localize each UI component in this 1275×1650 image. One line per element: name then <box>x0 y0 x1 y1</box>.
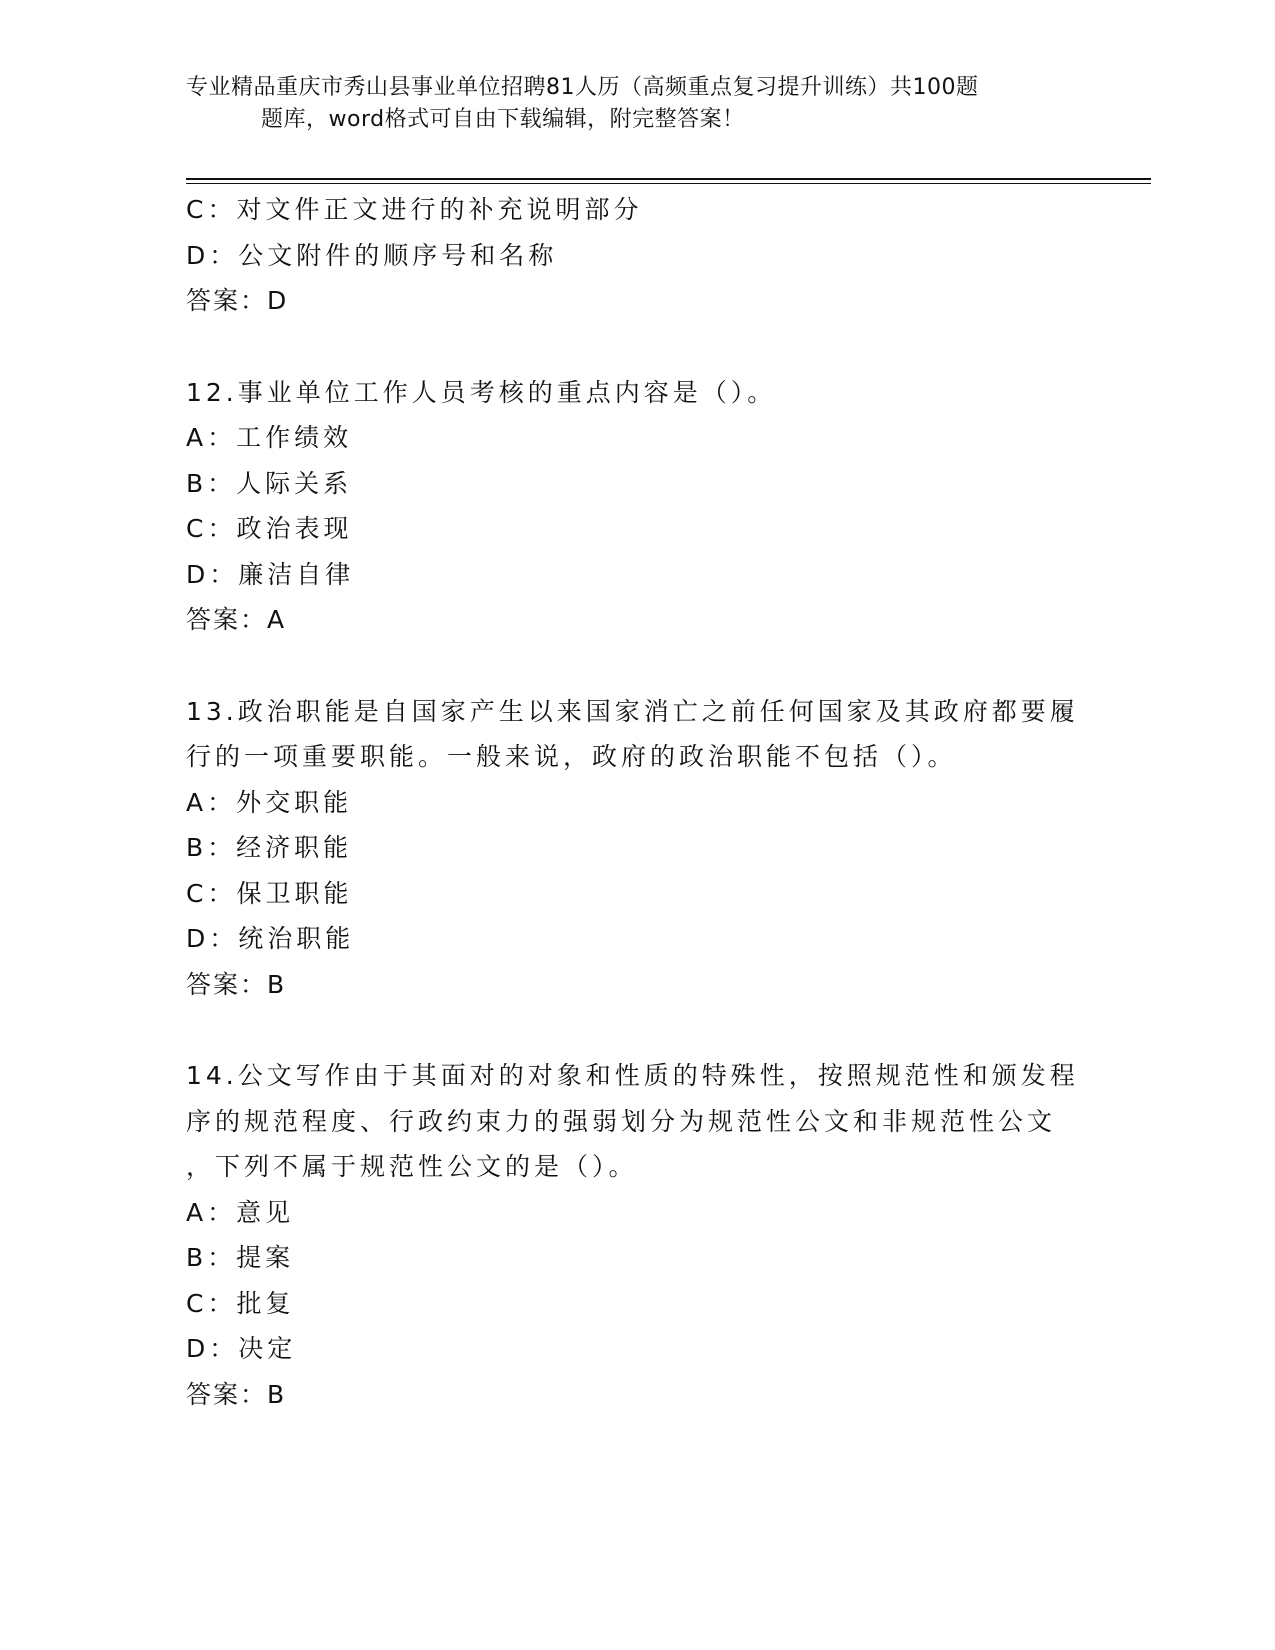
option-b: B：经济职能 <box>186 833 353 862</box>
option-b: B：人际关系 <box>186 468 353 498</box>
spacer <box>186 643 1086 689</box>
question-13 <box>186 689 1086 1008</box>
option-a: A：意见 <box>186 1197 295 1227</box>
question-fragment <box>186 187 1086 324</box>
question-stem-line-2: 序的规范程度、行政约束力的强弱划分为规范性公文和非规范性公文 <box>186 1106 1057 1136</box>
option-c: C：政治表现 <box>186 514 353 543</box>
header-line-1: 专业精品重庆市秀山县事业单位招聘81人历（高频重点复习提升训练）共100题 <box>186 75 979 100</box>
header-line-2: 题库，word格式可自由下载编辑，附完整答案！ <box>261 107 745 132</box>
answer-text: 答案：A <box>186 605 287 634</box>
option-d: D：决定 <box>186 1334 297 1363</box>
spacer <box>186 1007 1086 1053</box>
answer-text: 答案：B <box>186 969 287 999</box>
option-d: D：廉洁自律 <box>186 559 355 589</box>
option-c: C：批复 <box>186 1288 295 1318</box>
option-b: B：提案 <box>186 1243 295 1272</box>
option-c: C：对文件正文进行的补充说明部分 <box>186 195 643 224</box>
header-rule-thin <box>186 183 1151 184</box>
question-stem-line-1: 14.公文写作由于其面对的对象和性质的特殊性，按照规范性和颁发程 <box>186 1061 1079 1090</box>
question-12 <box>186 370 1086 643</box>
document-body <box>186 187 1086 1417</box>
question-stem: 12.事业单位工作人员考核的重点内容是（）。 <box>186 377 777 407</box>
spacer <box>186 324 1086 370</box>
answer-text: 答案：D <box>186 286 289 315</box>
option-d: D：统治职能 <box>186 924 355 953</box>
question-14 <box>186 1053 1086 1417</box>
option-a: A：外交职能 <box>186 787 353 817</box>
question-stem-line-1: 13.政治职能是自国家产生以来国家消亡之前任何国家及其政府都要履 <box>186 696 1079 726</box>
header-rule-thick <box>186 178 1151 180</box>
question-stem-line-3: ，下列不属于规范性公文的是（）。 <box>186 1152 638 1181</box>
option-d: D：公文附件的顺序号和名称 <box>186 240 558 270</box>
question-stem-line-2: 行的一项重要职能。一般来说，政府的政治职能不包括（）。 <box>186 742 957 771</box>
document-header <box>186 72 1086 136</box>
answer-text: 答案：B <box>186 1379 287 1409</box>
option-c: C：保卫职能 <box>186 878 353 908</box>
option-a: A：工作绩效 <box>186 423 353 452</box>
